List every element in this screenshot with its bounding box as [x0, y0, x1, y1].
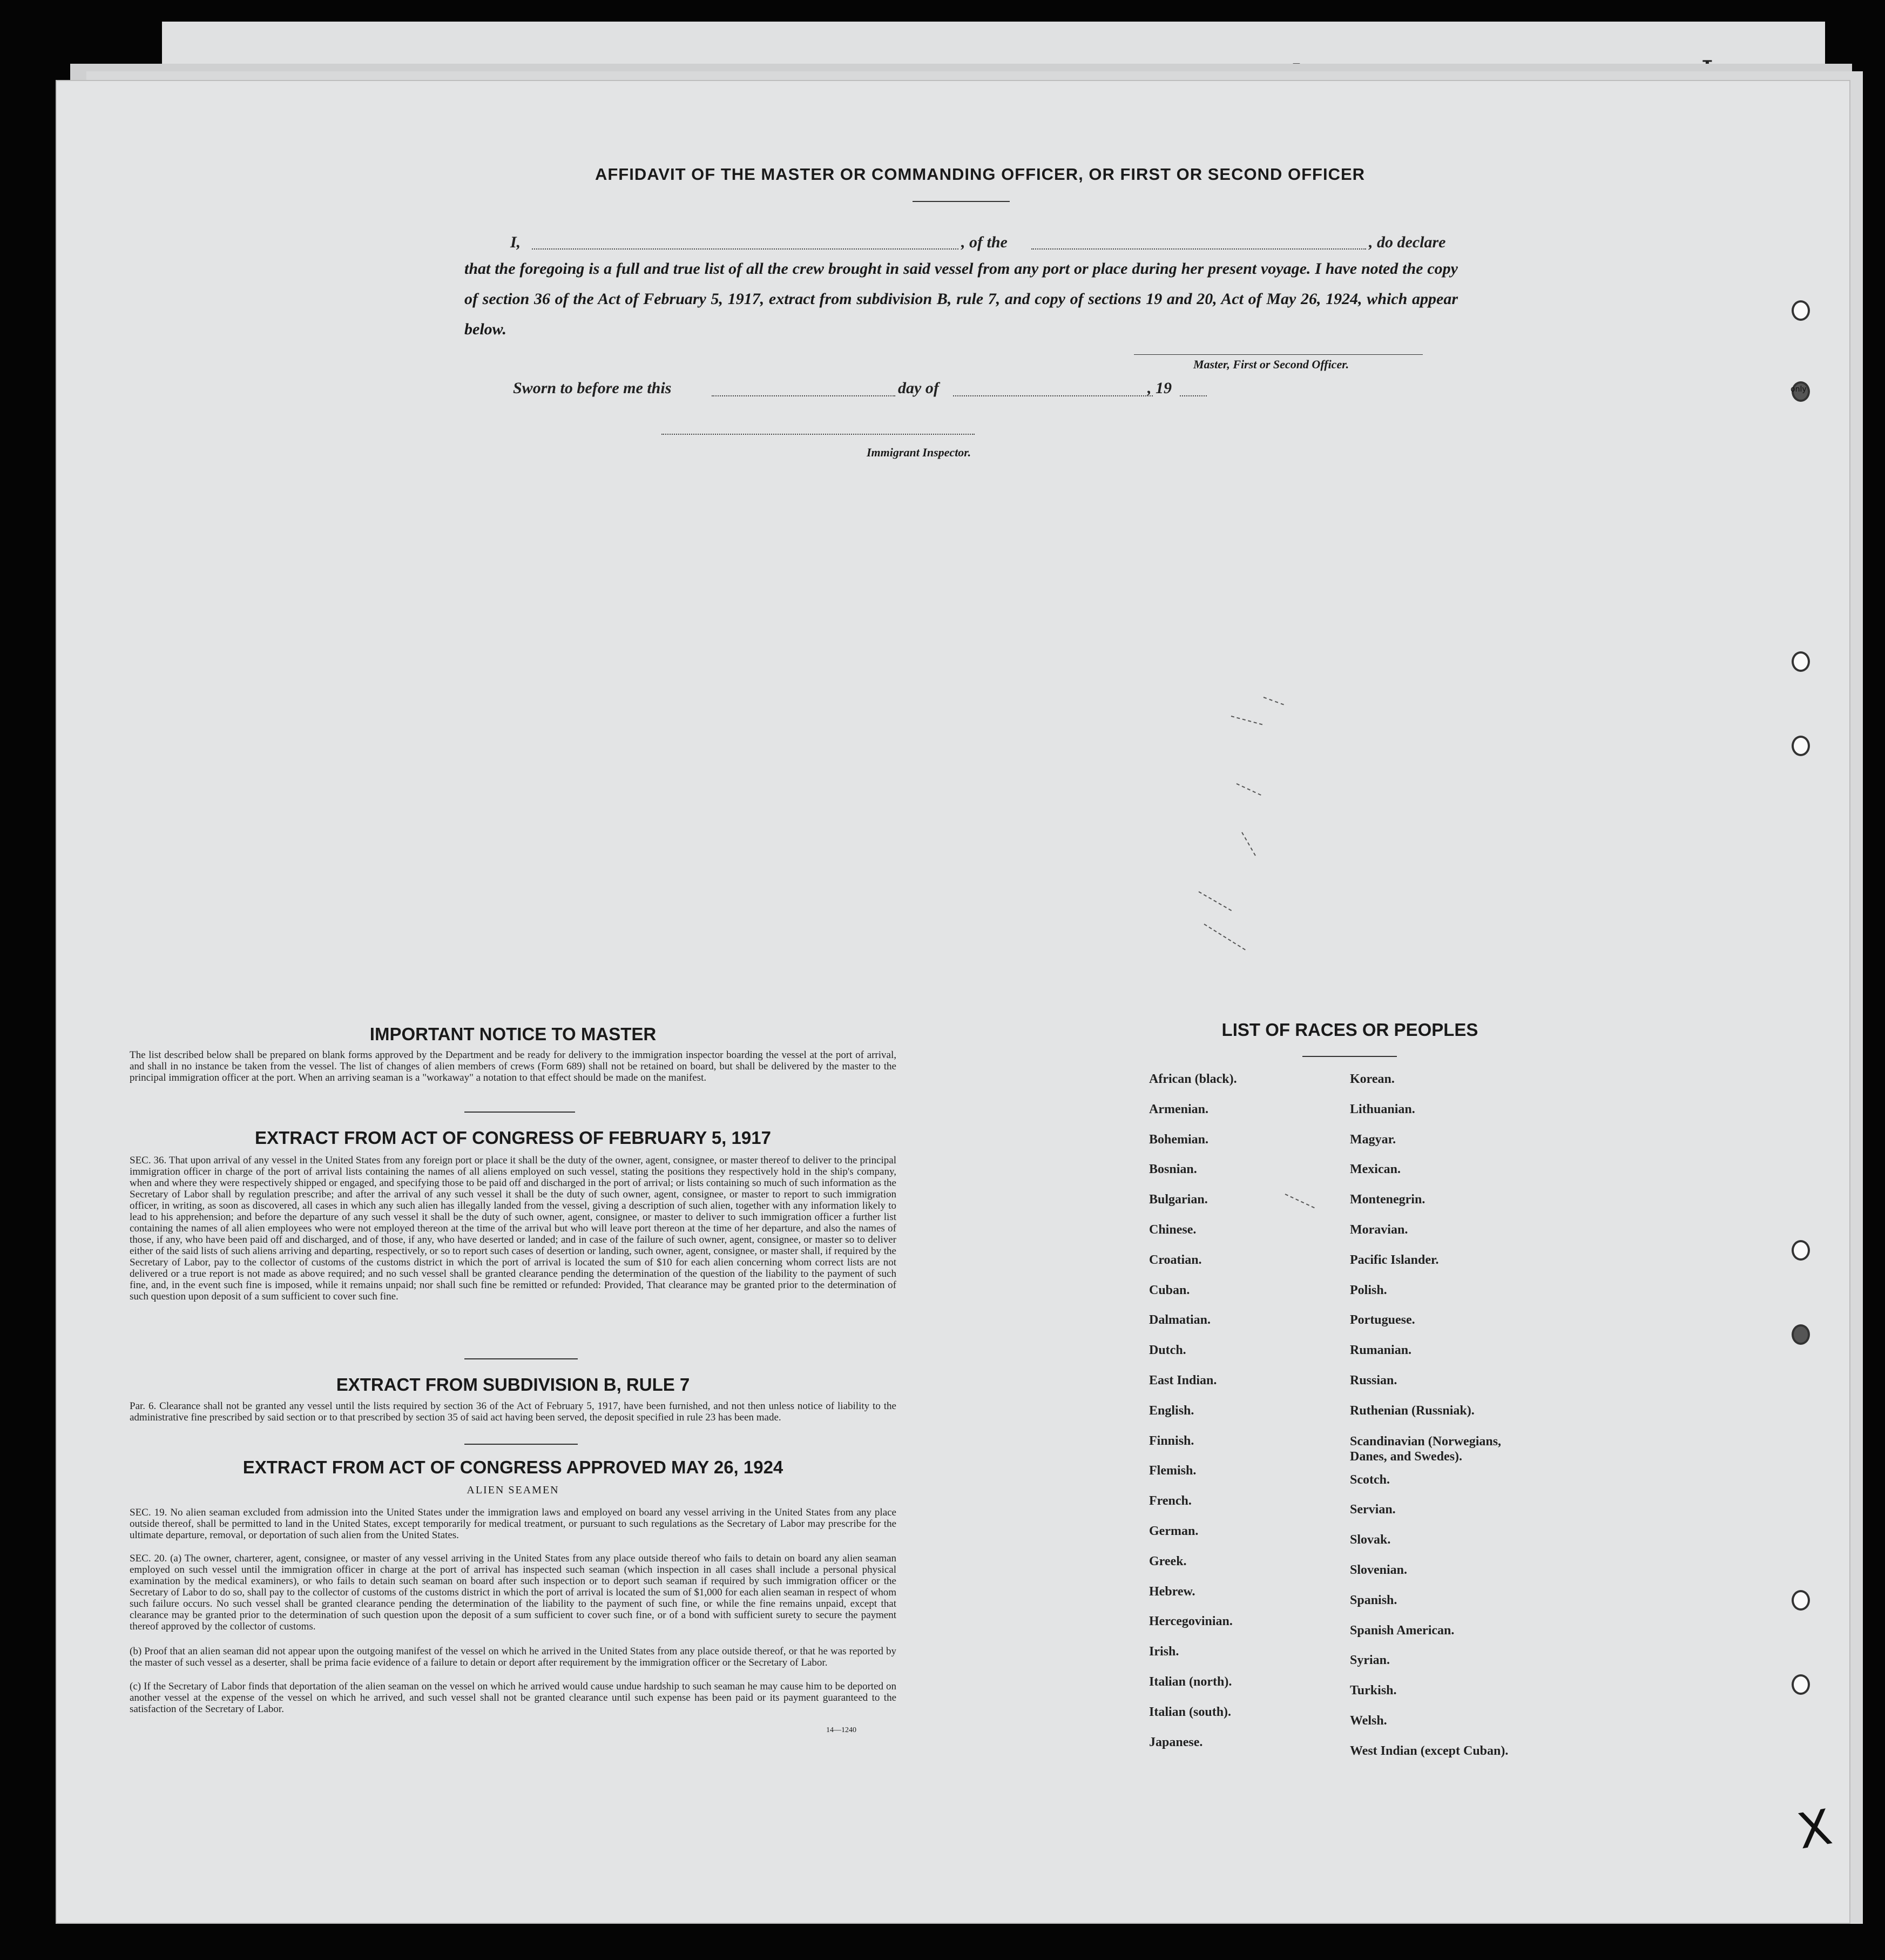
race-entry: African (black). [1149, 1072, 1237, 1086]
affidavit-body: that the foregoing is a full and true list of all the crew brought in said vessel from any port or place during her present voyage. I have noted the copy of section 36 of the Act of February 5, 1917, extract from subdivision B, rule 7, and copy of sections 19 and 20, Act of May 26, 1924, which appear below. [464, 260, 1458, 338]
race-entry: Magyar. [1350, 1132, 1396, 1147]
extract-1924-sec19: SEC. 19. No alien seaman excluded from admission into the United States under the immigration laws and employed on board any vessel arriving in the United States from any place outside thereof, shall be permitted to land in the United States, except temporarily for medical treatment, or pursuant to such regulations as the Secretary of Labor may prescribe for the ultimate departure, removal, or deportation of such alien from the United States. [130, 1507, 896, 1541]
sworn-month-blank[interactable] [953, 395, 1153, 396]
race-entry: Spanish American. [1350, 1623, 1455, 1638]
race-entry: Russian. [1350, 1373, 1397, 1388]
sworn-year: , 19 [1147, 379, 1172, 397]
race-entry: Bulgarian. [1149, 1193, 1208, 1207]
race-entry: Scotch. [1350, 1472, 1390, 1487]
race-entry: Portuguese. [1350, 1313, 1415, 1328]
races-right-column [1350, 1072, 1577, 1774]
race-entry: Spanish. [1350, 1593, 1397, 1607]
race-entry: Dalmatian. [1149, 1313, 1211, 1328]
race-entry: Scandinavian (Norwegians, Danes, and Swedes). [1350, 1434, 1502, 1464]
race-entry: Rumanian. [1350, 1343, 1412, 1358]
binder-hole [1792, 651, 1810, 672]
race-entry: Lithuanian. [1350, 1102, 1415, 1116]
race-entry: Croatian. [1149, 1252, 1202, 1267]
race-entry: Bohemian. [1149, 1132, 1209, 1147]
race-entry: Hebrew. [1149, 1584, 1195, 1599]
master-name-blank[interactable] [532, 248, 958, 250]
handwritten-mark-bottom-right: X [1793, 1799, 1836, 1861]
sworn-day-blank[interactable] [712, 395, 895, 396]
binder-hole [1792, 736, 1810, 756]
race-entry: Welsh. [1350, 1713, 1387, 1728]
race-entry: Polish. [1350, 1283, 1387, 1297]
race-entry: Italian (north). [1149, 1674, 1232, 1689]
race-entry: Irish. [1149, 1645, 1179, 1659]
extract-1917-text: SEC. 36. That upon arrival of any vessel in the United States from any foreign port or place it shall be the duty of the owner, agent, consignee, or master thereof to deliver to the principal immigration officer in charge of the port of arrival lists containing the names of all aliens employed on such vessel, stating the positions they respectively hold in the ship's company, when and where they were respectively shipped or engaged, and specifying those to be paid off and discharged in the port of arrival; or lists containing so much of such information as the Secretary of Labor shall by regulation prescribe; and after the arrival of any such vessel it shall be the duty of such owner, agent, consignee, or master to report to such immigration officer, in writing, as soon as discovered, all cases in which any such alien has illegally landed from the vessel, giving a description of such alien, together with any information likely to lead to his apprehension; and before the departure of any such vessel it shall be the duty of such owner, agent, consignee, or master to deliver to such immigration officer a further list containing the names of all alien employees who were not employed thereon at the time of the arrival but who will leave port thereon at the time of her departure, and also the names of those, if any, who have been paid off and discharged, and of those, if any, who have deserted or landed; and in case of the failure of such owner, agent, consignee, or master so to deliver either of the said lists of such aliens arriving and departing, respectively, or so to report such cases of desertion or landing, such owner, agent, consignee, or master shall, if required by the Secretary of Labor, pay to the collector of customs of the customs district in which the port of arrival is located the sum of $10 for each alien concerning whom correct lists are not delivered or a true report is not made as above required; and no such vessel shall be granted clearance pending the determination of the question of the liability to the payment of such fine, and, in the event such fine is imposed, while it remains unpaid; nor shall such fine be remitted or refunded: Provided, That clearance may be granted prior to the determination of such question upon deposit of a sum sufficient to cover such fine. [130, 1155, 896, 1302]
section-rule [464, 1112, 575, 1113]
heading-rule [913, 201, 1010, 202]
race-entry: German. [1149, 1524, 1199, 1538]
race-entry: Pacific Islander. [1350, 1252, 1439, 1267]
race-entry: English. [1149, 1403, 1194, 1418]
affidavit-i: I, [510, 233, 521, 251]
races-left-column [1149, 1072, 1327, 1765]
races-heading-rule [1302, 1056, 1397, 1057]
affidavit-of-the: , of the [961, 233, 1008, 251]
sworn-day-of: day of [898, 379, 939, 397]
top-edge-of-previous-page [162, 22, 1825, 70]
race-entry: Finnish. [1149, 1433, 1194, 1448]
affidavit-heading: AFFIDAVIT OF THE MASTER OR COMMANDING OFFICER, OR FIRST OR SECOND OFFICER [594, 165, 1366, 184]
master-signature-label: Master, First or Second Officer. [1193, 358, 1349, 371]
race-entry: Mexican. [1350, 1162, 1401, 1177]
race-entry: Moravian. [1350, 1222, 1408, 1237]
race-entry: Chinese. [1149, 1222, 1197, 1237]
extract-1924-sec20b: (b) Proof that an alien seaman did not appear upon the outgoing manifest of the vessel on which he arrived in the United States from any place outside thereof, or that he was reported by the master of such vessel as a deserter, shall be prima facie evidence of a failure to detain or deport after requirement by the immigration officer or the Secretary of Labor. [130, 1646, 896, 1668]
race-entry: East Indian. [1149, 1373, 1217, 1388]
binder-hole [1792, 1240, 1810, 1261]
extract-1924-heading: EXTRACT FROM ACT OF CONGRESS APPROVED MAY 26, 1924 [242, 1457, 783, 1477]
extract-1924-sec20c: (c) If the Secretary of Labor finds that deportation of the alien seaman on the vessel on which he arrived would cause undue hardship to such seaman he may cause him to be deported on another vessel at the expense of the vessel on which he arrived, and such vessel shall not be granted clearance until such expense has been paid or its payment guaranteed to the satisfaction of the Secretary of Labor. [130, 1681, 896, 1715]
race-entry: Flemish. [1149, 1464, 1197, 1478]
race-entry: Slovak. [1350, 1533, 1391, 1547]
race-entry: Cuban. [1149, 1283, 1190, 1297]
binder-hole [1792, 1590, 1810, 1611]
race-entry: Servian. [1350, 1503, 1396, 1517]
binder-hole [1792, 1324, 1810, 1345]
race-entry: West Indian (except Cuban). [1350, 1743, 1509, 1758]
alien-seamen-subheading: ALIEN SEAMEN [467, 1484, 559, 1496]
section-rule [464, 1444, 578, 1445]
form-number: 14—1240 [826, 1726, 856, 1734]
race-entry: Bosnian. [1149, 1162, 1197, 1177]
race-entry: Greek. [1149, 1554, 1187, 1568]
race-entry: Montenegrin. [1350, 1193, 1425, 1207]
inspector-signature-line[interactable] [661, 434, 975, 435]
section-rule [464, 1358, 578, 1359]
binder-hole [1792, 1674, 1810, 1695]
race-entry: Japanese. [1149, 1735, 1203, 1749]
race-entry: Korean. [1350, 1072, 1395, 1086]
affidavit-do-declare: , do declare [1369, 233, 1446, 251]
races-heading: LIST OF RACES OR PEOPLES [1221, 1020, 1478, 1040]
race-entry: Dutch. [1149, 1343, 1186, 1358]
race-entry: Italian (south). [1149, 1705, 1232, 1719]
master-signature-line[interactable] [1134, 354, 1423, 355]
notice-text: The list described below shall be prepared on blank forms approved by the Department and be ready for delivery to the immigration inspector boarding the vessel at the port of arrival, and shall in no instance be taken from the vessel. The list of changes of alien members of crews (Form 689) shall not be retained on board, but shall be delivered by the master to the principal immigration officer at the port. When an arriving seaman is a "workaway" a notation to that effect should be made on the manifest. [130, 1049, 896, 1083]
extract-rule7-text: Par. 6. Clearance shall not be granted any vessel until the lists required by section 36 of the Act of February 5, 1917, have been furnished, and not then unless notice of liability to the administrative fine prescribed by said section or to that prescribed by section 35 of said act having been served, the deposit specified in rule 23 has been made. [130, 1400, 896, 1423]
sworn-prefix: Sworn to before me this [513, 379, 672, 397]
extract-rule7-heading: EXTRACT FROM SUBDIVISION B, RULE 7 [336, 1375, 690, 1395]
extract-1924-sec20a: SEC. 20. (a) The owner, charterer, agent, consignee, or master of any vessel arriving in the United States from any place outside thereof who fails to detain on board any alien seaman employed on such vessel until the immigration officer in charge at the port of arrival has inspected such seaman (which inspection in all cases shall include a personal physical examination by the medical examiners), or who fails to detain such seaman on board after such inspection or to deport such seaman if required by such immigration officer or the Secretary of Labor to do so, shall pay to the collector of customs of the customs district in which the port of arrival is located the sum of $1,000 for each alien seaman in respect of whom such failure occurs. No such vessel shall be granted clearance pending the determination of the liability to the payment of such fine, or while the fine remains unpaid, except that clearance may be granted prior to the determination of such question upon the deposit of a sum sufficient to cover such fine, or of a bond with sufficient surety to secure the payment thereof approved by the collector of customs. [130, 1553, 896, 1632]
extract-1917-heading: EXTRACT FROM ACT OF CONGRESS OF FEBRUARY 5, 1917 [255, 1128, 771, 1148]
inspector-label: Immigrant Inspector. [867, 446, 971, 459]
sworn-year-blank[interactable] [1180, 395, 1207, 396]
race-entry: Syrian. [1350, 1653, 1390, 1668]
race-entry: Hercegovinian. [1149, 1614, 1233, 1629]
notice-heading: IMPORTANT NOTICE TO MASTER [369, 1024, 657, 1044]
binder-hole [1792, 300, 1810, 321]
race-entry: French. [1149, 1494, 1192, 1508]
race-entry: Ruthenian (Russniak). [1350, 1403, 1475, 1418]
race-entry: Slovenian. [1350, 1562, 1408, 1577]
vessel-name-blank[interactable] [1031, 248, 1366, 250]
hole-label-text: only [1791, 385, 1807, 394]
race-entry: Turkish. [1350, 1683, 1397, 1698]
race-entry: Armenian. [1149, 1102, 1208, 1116]
